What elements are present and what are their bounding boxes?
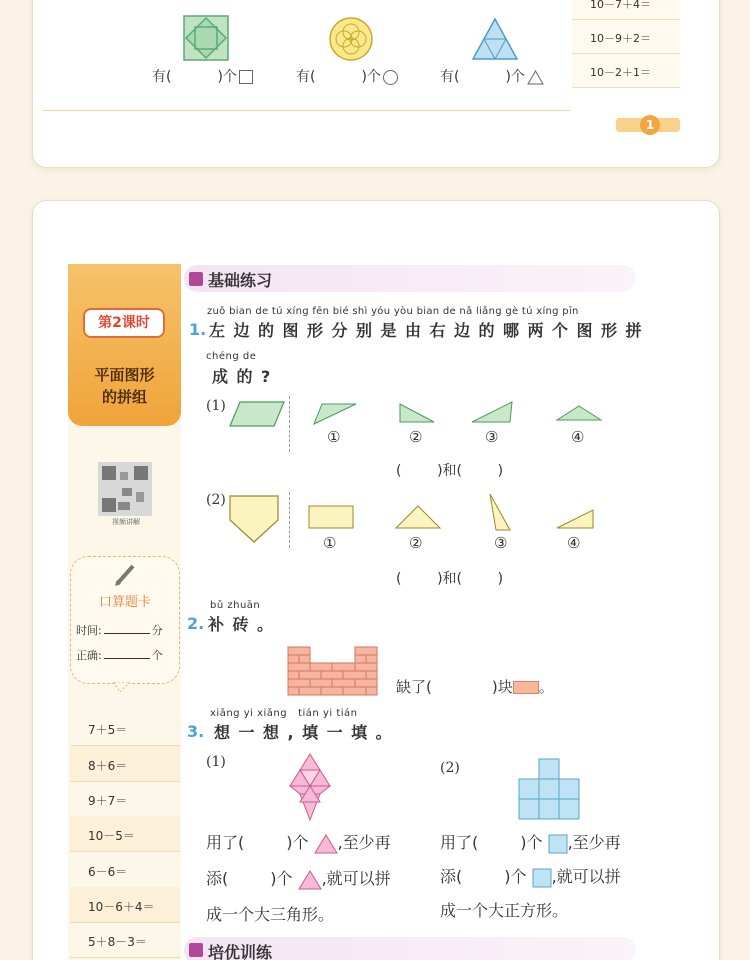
blue-squares-figure bbox=[518, 758, 580, 820]
q2-number: 2. bbox=[187, 614, 205, 633]
time-label: 时间: bbox=[76, 624, 102, 637]
option-label: ④ bbox=[571, 428, 585, 446]
count-question-2 bbox=[296, 66, 398, 86]
pink-triangles-figure bbox=[284, 752, 336, 822]
q1-text-line2: 成的? bbox=[212, 367, 279, 386]
count-question-1 bbox=[152, 66, 253, 86]
card-pointer bbox=[114, 682, 130, 692]
rectangle-option-1 bbox=[308, 505, 354, 529]
q2-text: 补砖。 bbox=[208, 615, 282, 634]
q3-text: 想一想,填一填。 bbox=[214, 723, 401, 742]
oral-calc-row: 7＋5＝ bbox=[70, 710, 180, 746]
correct-unit: 个 bbox=[151, 649, 163, 662]
q3-part2-line1 bbox=[440, 830, 621, 854]
separator bbox=[289, 492, 290, 548]
q3-pinyin: xiǎng yi xiǎng tián yi tián bbox=[210, 708, 358, 719]
triangle-option-2 bbox=[394, 504, 442, 530]
q3-number: 3. bbox=[187, 722, 205, 741]
text: ,至少再 bbox=[337, 833, 391, 852]
text: )个 bbox=[520, 833, 543, 852]
circle-icon bbox=[383, 70, 398, 85]
qr-code-icon[interactable] bbox=[98, 462, 152, 516]
triangle-option-2 bbox=[398, 402, 436, 424]
text: 用了( bbox=[440, 833, 479, 852]
option-label: ③ bbox=[485, 428, 499, 446]
option-label: ① bbox=[323, 534, 337, 552]
pentagon-figure bbox=[228, 494, 280, 544]
text: 用了( bbox=[206, 833, 245, 852]
q1-part1-answer[interactable]: ( )和( ) bbox=[396, 463, 504, 479]
parallelogram-figure bbox=[228, 400, 286, 428]
triangle-option-3 bbox=[488, 492, 512, 532]
text: )个 bbox=[504, 867, 527, 886]
oral-calc-row: 10－6＋4＝ bbox=[70, 887, 180, 923]
lesson-title-line1: 平面图形 bbox=[94, 366, 155, 384]
text: 添( bbox=[440, 867, 463, 886]
pink-triangle-icon bbox=[298, 870, 322, 890]
q3-part1-line3: 成一个大三角形。 bbox=[206, 905, 335, 924]
equation-row: 10－9＋2＝ bbox=[572, 20, 680, 54]
q2-pinyin: bǔ zhuān bbox=[210, 600, 261, 611]
q1-pinyin-line2: chéng de bbox=[206, 351, 257, 362]
section-icon bbox=[189, 272, 203, 286]
text: )个 bbox=[270, 869, 293, 888]
q3-part1-line2 bbox=[206, 866, 391, 890]
q2-answer-suffix: )块 bbox=[491, 678, 513, 696]
q1-number: 1. bbox=[189, 320, 207, 339]
blue-square-icon bbox=[548, 834, 568, 854]
page-number-badge: 1 bbox=[640, 115, 660, 135]
triangle-option-4 bbox=[555, 404, 603, 422]
option-label: ① bbox=[327, 428, 341, 446]
blue-square-icon bbox=[532, 868, 552, 888]
q1-pinyin-line1: zuǒ bian de tú xíng fēn bié shì yóu yòu bian de nǎ liǎng gè tú xíng pīn bbox=[207, 306, 579, 317]
brick-icon bbox=[513, 681, 539, 694]
q1-text-line1: 左边的图形分别是由右边的哪两个图形拼 bbox=[209, 321, 651, 340]
text: 添( bbox=[206, 869, 229, 888]
oral-calc-row: 6－6＝ bbox=[70, 852, 180, 888]
q3-part2-label: (2) bbox=[440, 760, 460, 776]
pencil-icon bbox=[113, 562, 137, 588]
text: ,就可以拼 bbox=[321, 869, 391, 888]
count-prefix: 有( bbox=[152, 69, 172, 85]
text: ,至少再 bbox=[567, 833, 621, 852]
q1-part2-answer[interactable]: ( )和( ) bbox=[396, 571, 504, 587]
q3-part2-line2 bbox=[440, 864, 621, 888]
triangle-figure bbox=[472, 18, 518, 60]
oral-card-title: 口算题卡 bbox=[98, 595, 151, 610]
section-title-advanced: 培优训练 bbox=[208, 943, 273, 960]
lesson-number: 第2课时 bbox=[83, 308, 165, 338]
oral-calc-row: 8＋6＝ bbox=[70, 746, 180, 782]
equation-row: 10－2＋1＝ bbox=[572, 54, 680, 88]
q3-part2-line3: 成一个大正方形。 bbox=[440, 901, 569, 920]
square-icon bbox=[239, 70, 253, 84]
pink-triangle-icon bbox=[314, 834, 338, 854]
video-label: 视频讲解 bbox=[112, 518, 140, 526]
oral-calc-row: 5＋8－3＝ bbox=[70, 922, 180, 958]
q2-answer[interactable]: 缺了( )块 。 bbox=[396, 678, 554, 696]
count-prefix: 有( bbox=[440, 69, 460, 85]
oral-calc-row: 9＋7＝ bbox=[70, 781, 180, 817]
q1-part1-label: (1) bbox=[206, 398, 226, 414]
oral-calc-row: 10－5＝ bbox=[70, 816, 180, 852]
time-field bbox=[76, 622, 163, 638]
brick-wall-figure bbox=[287, 646, 379, 696]
count-suffix: )个 bbox=[505, 69, 525, 85]
separator bbox=[289, 396, 290, 452]
q2-answer-prefix: 缺了( bbox=[396, 678, 432, 696]
q1-part2-label: (2) bbox=[206, 492, 226, 508]
q3-part1-line1 bbox=[206, 830, 391, 854]
section-icon bbox=[189, 943, 203, 957]
divider bbox=[42, 110, 570, 111]
section-title-basic: 基础练习 bbox=[208, 271, 273, 290]
option-label: ④ bbox=[567, 534, 581, 552]
q3-part1-label: (1) bbox=[206, 754, 226, 770]
time-unit: 分 bbox=[151, 624, 163, 637]
option-label: ② bbox=[409, 534, 423, 552]
triangle-option-3 bbox=[470, 400, 514, 424]
option-label: ② bbox=[409, 428, 423, 446]
triangle-option-1 bbox=[312, 402, 358, 426]
triangle-option-4 bbox=[555, 508, 595, 530]
equation-row: 10－7＋4＝ bbox=[572, 0, 680, 20]
square-figure bbox=[183, 15, 229, 61]
lesson-title-line2: 的拼组 bbox=[101, 388, 147, 406]
count-question-3 bbox=[440, 66, 544, 86]
count-suffix: )个 bbox=[217, 69, 237, 85]
count-suffix: )个 bbox=[361, 69, 381, 85]
correct-field bbox=[76, 647, 163, 663]
triangle-icon bbox=[527, 70, 544, 85]
option-label: ③ bbox=[494, 534, 508, 552]
text: )个 bbox=[286, 833, 309, 852]
correct-label: 正确: bbox=[76, 649, 102, 662]
count-prefix: 有( bbox=[296, 69, 316, 85]
circle-figure bbox=[328, 16, 374, 62]
text: ,就可以拼 bbox=[551, 867, 621, 886]
